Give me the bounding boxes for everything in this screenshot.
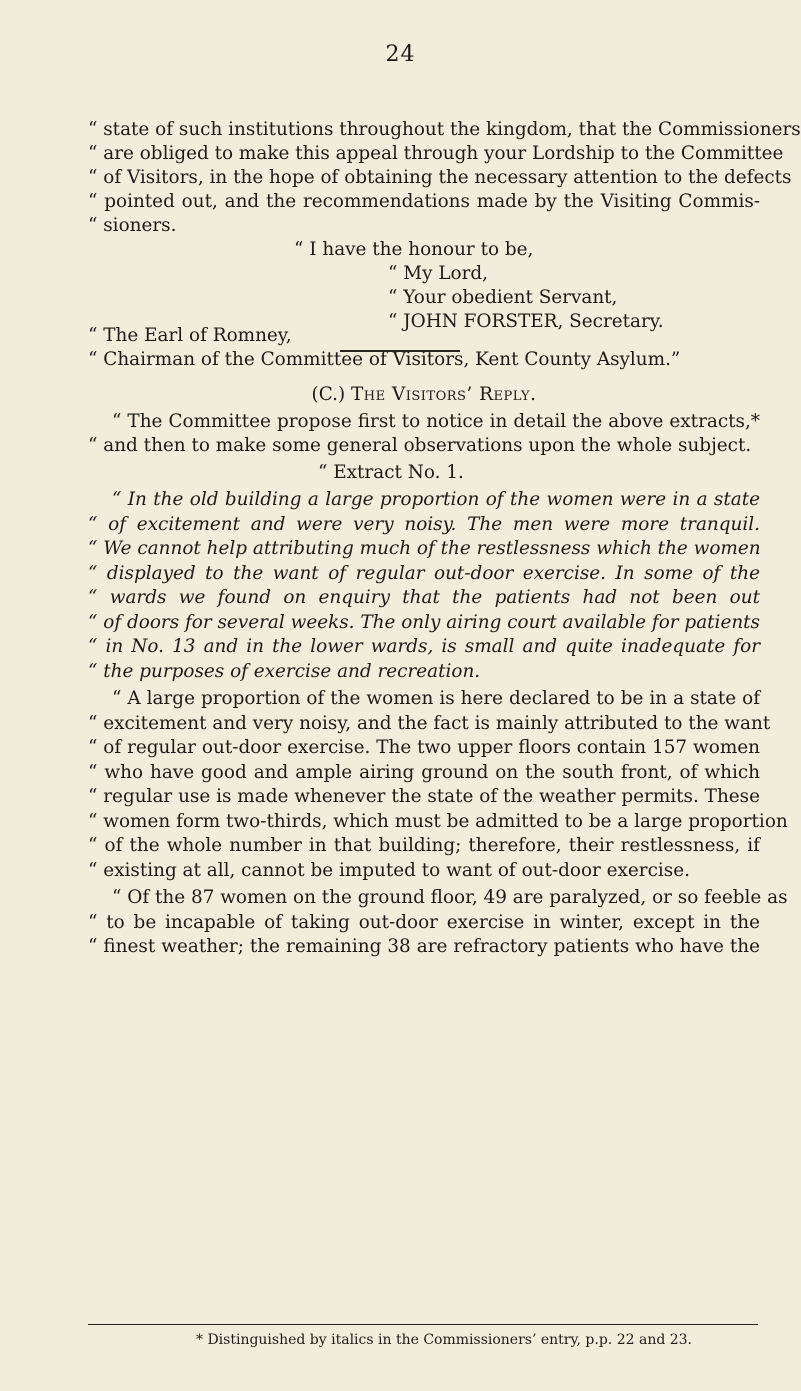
text-line: “ sioners. xyxy=(88,215,177,236)
italic-line: “ wards we found on enquiry that the patients had not been out xyxy=(88,587,760,608)
extract-italic-block xyxy=(88,488,760,684)
section-divider xyxy=(340,350,460,352)
italic-line: “ of doors for several weeks. The only airing court available for patients xyxy=(88,611,760,633)
text-line: “ women form two-thirds, which must be admitted to be a large proportion xyxy=(88,810,788,832)
text-line: “ existing at all, cannot be imputed to want of out-door exercise. xyxy=(88,859,690,881)
salutation-line: “ My Lord, xyxy=(388,263,489,284)
section-label: (C.) xyxy=(311,384,346,405)
italic-line: “ In the old building a large proportion of the women were in a state xyxy=(112,489,760,510)
text-line: “ who have good and ample airing ground on the south front, of which xyxy=(88,761,760,783)
signature-line: “ JOHN FORSTER, Secretary. xyxy=(388,311,664,332)
footnote: * Distinguished by italics in the Commissioners’ entry, p.p. 22 and 23. xyxy=(196,1332,693,1348)
letter-end xyxy=(88,118,801,372)
text-line: “ of the whole number in that building; therefore, their restlessness, if xyxy=(88,835,760,856)
reply-paragraph-1 xyxy=(88,687,788,883)
text-line: “ of Visitors, in the hope of obtaining the necessary attention to the defects xyxy=(88,167,792,188)
text-line: “ of regular out-door exercise. The two upper floors contain 157 women xyxy=(88,737,760,758)
text-line: “ pointed out, and the recommendations made by the Visiting Commis- xyxy=(88,191,760,212)
text-line: “ finest weather; the remaining 38 are refractory patients who have the xyxy=(88,936,760,957)
italic-line: “ We cannot help attributing much of the restlessness which the women xyxy=(88,538,761,559)
text-line: “ are obliged to make this appeal through your Lordship to the Committee xyxy=(88,143,784,164)
page-number: 24 xyxy=(385,42,416,67)
italic-line: “ displayed to the want of regular out-door exercise. In some of the xyxy=(88,562,760,584)
text-line: “ Of the 87 women on the ground floor, 49 are paralyzed, or so feeble as xyxy=(112,887,788,908)
section-heading xyxy=(88,380,760,410)
extract-heading: “ Extract No. 1. xyxy=(318,462,464,483)
text-line: “ and then to make some general observations upon the whole subject. xyxy=(88,435,752,456)
text-line: “ A large proportion of the women is here declared to be in a state of xyxy=(112,688,760,709)
text-line: “ regular use is made whenever the state of the weather permits. These xyxy=(88,786,760,807)
text-line: “ The Committee propose first to notice in detail the above extracts,* xyxy=(112,411,760,432)
servant-line: “ Your obedient Servant, xyxy=(388,287,618,308)
text-line: “ state of such institutions throughout the kingdom, that the Commissioners xyxy=(88,119,801,140)
addressee-line: “ The Earl of Romney, xyxy=(88,325,292,346)
footnote-rule xyxy=(88,1324,758,1325)
addressee-title-line: “ Chairman of the Committee of Visitors, Kent County Asylum.” xyxy=(88,349,681,370)
reply-paragraph-2 xyxy=(88,886,788,960)
section-c xyxy=(88,380,788,960)
italic-line: “ in No. 13 and in the lower wards, is small and quite inadequate for xyxy=(88,636,760,657)
italic-line: “ of excitement and were very noisy. The men were more tranquil. xyxy=(88,513,760,535)
text-line: “ to be incapable of taking out-door exercise in winter, except in the xyxy=(88,911,760,933)
italic-line: “ the purposes of exercise and recreation. xyxy=(88,660,481,682)
section-title: The Visitors’ Reply. xyxy=(351,384,537,405)
text-line: “ excitement and very noisy, and the fact is mainly attributed to the want xyxy=(88,712,771,734)
closing-line: “ I have the honour to be, xyxy=(294,239,534,260)
